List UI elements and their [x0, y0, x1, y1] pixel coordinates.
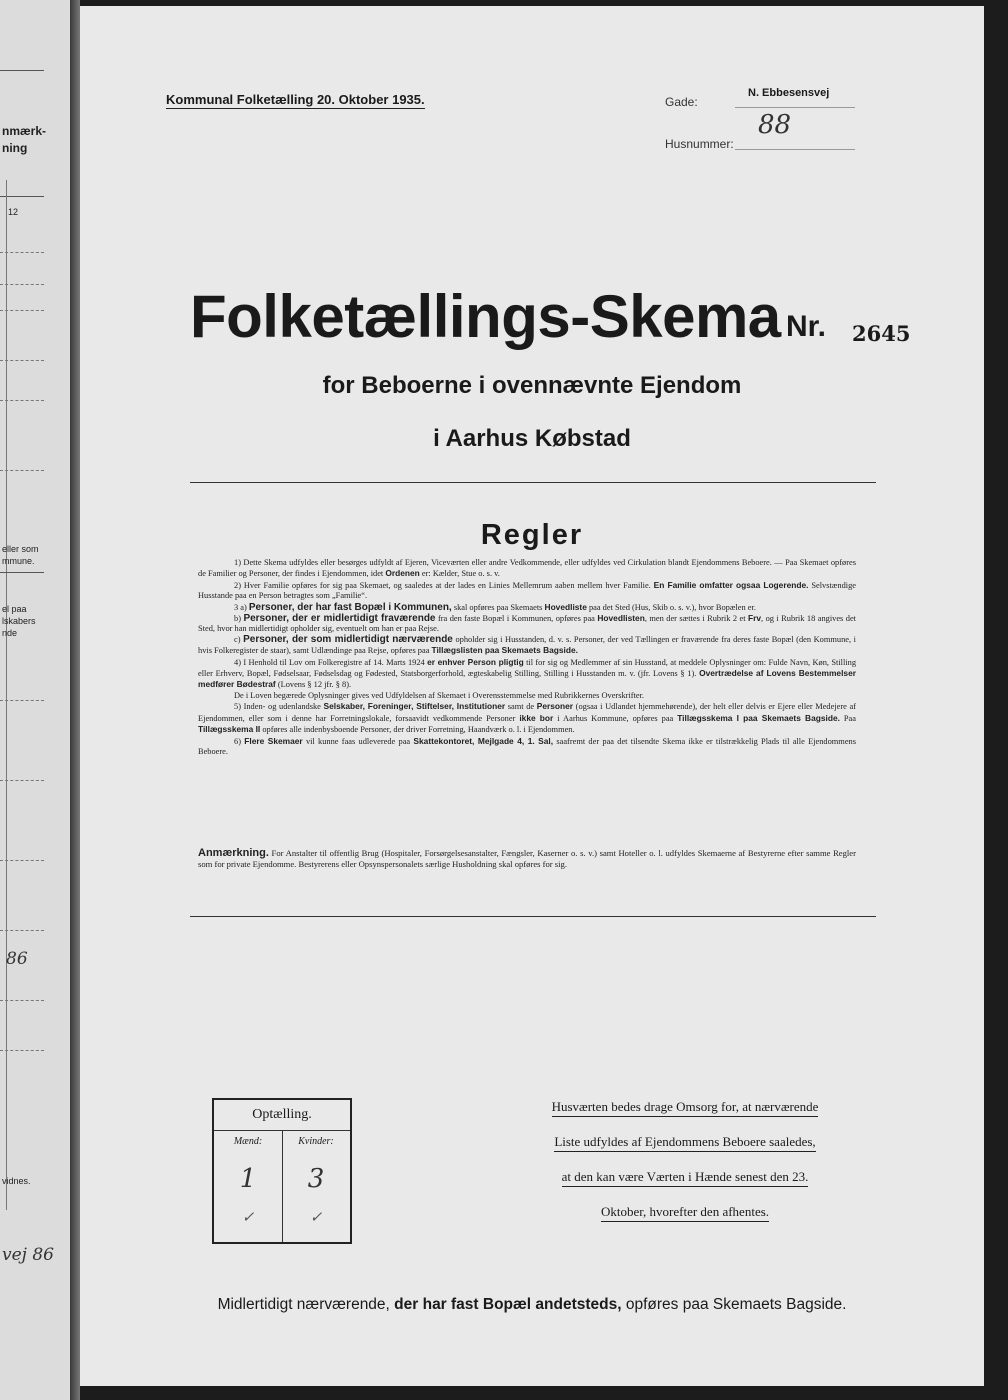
rule-text: opføres alle indenbysboende Personer, der driver Forretning, Haandværk o. l. i Ejendommen.: [260, 725, 575, 735]
footer-text: opføres paa Skemaets Bagside.: [621, 1296, 847, 1313]
husnummer-label: Husnummer:: [665, 137, 734, 151]
rule-6: [198, 736, 856, 758]
left-fragment: ning: [2, 141, 28, 155]
left-dash: [0, 1000, 44, 1001]
notice-text: Oktober, hvorefter den afhentes.: [601, 1204, 769, 1222]
book-gutter: [70, 0, 80, 1400]
nr-label: Nr.: [786, 310, 827, 343]
husnummer-line: [735, 149, 855, 150]
rule-text: opholder sig i Husstanden, d. v. s. Personer, der ved Tællingen er fraværende fra deres faste Bopæl (den Kommune, i hvis Folkeregister de staar), samt Udlændinge paa Rejse, opføres paa: [198, 634, 856, 656]
rule-bold: Overtrædelse af Lovens Bestemmelser medfører Bødestraf: [198, 668, 856, 690]
rule-bold: Hovedliste: [544, 601, 587, 612]
landlord-notice-line: [518, 1099, 852, 1115]
rule-text: Selvstændige Husstande paa en Person betragtes som „Familie“.: [198, 580, 857, 601]
women-count: 3: [307, 1164, 325, 1194]
left-fragment: vidnes.: [2, 1176, 31, 1186]
rule-text: vil kunne faas udleverede paa: [302, 736, 414, 746]
gade-value: N. Ebbesensvej: [748, 87, 830, 99]
rule-2: [198, 580, 856, 602]
subtitle-residents: for Beboerne i ovennævnte Ejendom: [322, 372, 742, 399]
rule-text: , og i Rubrik 18 angives det Sted, hvor han midlertidigt opholder sig, eventuelt om han er paa Rejse.: [198, 614, 856, 634]
rule-text: saafremt der paa det tilsendte Skema ikke er tilstrækkelig Plads til alle Ejendommens Beboere.: [198, 736, 856, 756]
rule-bold: Personer: [536, 701, 574, 712]
left-fragment: nde: [2, 628, 18, 638]
left-fragment: nmærk-: [2, 124, 47, 138]
rule-bold: Hovedlisten: [597, 613, 645, 624]
footer-text: Midlertidigt nærværende,: [217, 1296, 395, 1313]
rule-bold: Tillægsskema I paa Skemaets Bagside.: [677, 712, 840, 723]
rule-text: De i Loven begærede Oplysninger gives ved Udfyldelsen af Skemaet i Overensstemmelse med Rubrikkernes Overskrifter.: [234, 690, 645, 700]
rule-text: fra den faste Bopæl i Kommunen, opføres paa: [435, 614, 598, 624]
nr-value: 2645: [852, 321, 911, 346]
census-form-page: [80, 6, 984, 1386]
divider: [190, 916, 876, 917]
rule-heading-bold: Personer, der er midlertidigt fraværende: [243, 613, 436, 625]
left-fragment: el paa: [2, 604, 27, 614]
left-handwriting: 86: [6, 949, 28, 969]
rule-bold: ikke bor: [519, 712, 554, 723]
rule-text: , men der sættes i Rubrik 2 et: [644, 614, 748, 624]
left-dash: [0, 310, 44, 311]
left-dash: [0, 360, 44, 361]
rule-text: (ogsaa i Udlandet hjemmehørende), der helt eller delvis er Ejere eller Medejere af Ejendommen, eller som i denne har Forretningslokale, forsaavidt vedkommende Personer: [198, 702, 857, 723]
page-title: Folketællings-Skema: [190, 283, 781, 350]
rule-5: [198, 701, 856, 735]
left-handwriting: vej 86: [2, 1245, 54, 1265]
left-dash: [0, 930, 44, 931]
men-label: Mænd:: [233, 1136, 263, 1147]
left-dash: [0, 284, 44, 285]
rule-text: 2) Hver Familie opføres for sig paa Skemaet, og saaledes at der lades en Linies Mellemrum aaben mellem hver Familie.: [234, 580, 654, 590]
rule-text: (Lovens § 12 jfr. § 8).: [275, 680, 352, 690]
left-dash: [0, 400, 44, 401]
landlord-notice-line: [518, 1134, 852, 1150]
left-rule: [0, 70, 44, 71]
scan-border: [984, 0, 1008, 1400]
left-rule: [0, 572, 44, 573]
husnummer-value: 88: [758, 110, 792, 140]
left-dash: [0, 780, 44, 781]
left-dash: [0, 700, 44, 701]
left-dash: [0, 860, 44, 861]
rule-bold: Skattekontoret, Mejlgade 4, 1. Sal,: [413, 735, 554, 746]
footer-bold: der har fast Bopæl andetsteds,: [394, 1296, 622, 1313]
women-label: Kvinder:: [298, 1136, 334, 1147]
rule-text: 5) Inden- og udenlandske: [234, 702, 324, 712]
left-column-line: [6, 180, 7, 1210]
rule-bold: er enhver Person pligtig: [427, 656, 524, 667]
rule-4-2: [198, 691, 856, 701]
rule-text: er: Kælder, Stue o. s. v.: [419, 569, 500, 579]
rules-heading: Regler: [480, 519, 584, 551]
left-fragment: eller som: [2, 544, 39, 554]
notice-text: Husværten bedes drage Omsorg for, at nærværende: [552, 1099, 819, 1117]
rule-text: b): [234, 614, 244, 624]
rule-bold: En Familie omfatter ogsaa Logerende.: [653, 579, 809, 590]
rule-bold: Selskaber, Foreninger, Stiftelser, Institutioner: [323, 701, 506, 712]
anmaerkning-text: For Anstalter til offentlig Brug (Hospitaler, Forsørgelsesanstalter, Fængsler, Kaserner o. s. v.) samt Hoteller o. l. udfyldes Skemaerne af Bestyrerne efter samme Regler som for private Ejendomme. Bestyrerens eller Opsynspersonalets særlige Husholdning skal opføres for sig.: [198, 848, 856, 869]
left-fragment: 12: [8, 207, 19, 217]
rule-bold: Ordenen: [385, 568, 420, 579]
gade-label: Gade:: [665, 95, 698, 109]
anmaerkning-label: Anmærkning.: [198, 847, 269, 859]
rule-text: skal opføres paa Skemaets: [451, 602, 545, 612]
count-box: [212, 1098, 352, 1244]
divider: [190, 482, 876, 483]
anmaerkning-note: [198, 848, 856, 870]
left-dash: [0, 252, 44, 253]
rule-1: [198, 558, 856, 580]
left-fragment: lskabers: [2, 616, 36, 626]
census-header: Kommunal Folketælling 20. Oktober 1935.: [166, 92, 425, 107]
rule-text: 1) Dette Skema udfyldes eller besørges udfyldt af Ejeren, Viceværten eller andre Vedkommende, eller udfyldes ved Cirkulation blandt Ejendommens Beboere. — Paa Skemaet opføres de Familier og Personer, der findes i Ejendommen, idet: [198, 558, 856, 579]
rules-text: [198, 558, 856, 757]
left-dash: [0, 1050, 44, 1051]
rule-3b: [198, 613, 856, 635]
rule-text: til for sig og Medlemmer af sin Husstand, at meddele Oplysninger om: Fulde Navn, Køn, Stilling eller Erhverv, Bopæl, Fødselsaar, Fødselsdag og Fødested, Statsborgerforhold, ægteskabelig Stilling, Stilling i Husstanden m. v. (jfr. Lovens § 1).: [198, 657, 857, 679]
women-check-mark: ✓: [309, 1208, 323, 1226]
rule-text: Paa: [839, 713, 856, 723]
men-count: 1: [239, 1164, 257, 1194]
notice-text: Liste udfyldes af Ejendommens Beboere saaledes,: [554, 1134, 815, 1152]
rule-3c: [198, 635, 856, 657]
rule-text: i Aarhus Kommune, opføres paa: [553, 713, 678, 723]
gade-line: [735, 107, 855, 108]
left-page-strip: [0, 0, 70, 1400]
left-dash: [0, 470, 44, 471]
landlord-notice-line: [518, 1204, 852, 1220]
rule-bold: Frv: [747, 613, 762, 624]
rule-4: [198, 657, 856, 691]
rule-text: 3 a): [234, 602, 249, 612]
notice-text: at den kan være Værten i Hænde senest den 23.: [562, 1169, 809, 1187]
rule-bold: Tillægsskema II: [198, 724, 261, 735]
count-title: Optælling.: [214, 1100, 350, 1131]
footer-instruction: [80, 1296, 984, 1314]
landlord-notice-line: [518, 1169, 852, 1185]
rule-bold: Tillægslisten paa Skemaets Bagside.: [431, 645, 578, 656]
rule-text: 4) I Henhold til Lov om Folkeregistre af 14. Marts 1924: [234, 657, 428, 667]
rule-text: samt de: [505, 702, 537, 712]
rule-text: c): [234, 634, 244, 644]
rule-heading-bold: Personer, der har fast Bopæl i Kommunen,: [248, 601, 452, 613]
rule-heading-bold: Personer, der som midlertidigt nærværende: [243, 633, 453, 645]
rule-bold: Flere Skemaer: [244, 735, 303, 746]
rule-3a: [198, 602, 856, 613]
subtitle-town: i Aarhus Købstad: [433, 425, 631, 452]
rule-text: paa det Sted (Hus, Skib o. s. v.), hvor Bopælen er.: [586, 602, 756, 612]
men-check-mark: ✓: [241, 1208, 255, 1226]
left-fragment: mmune.: [2, 556, 35, 566]
rule-text: 6): [234, 736, 245, 746]
